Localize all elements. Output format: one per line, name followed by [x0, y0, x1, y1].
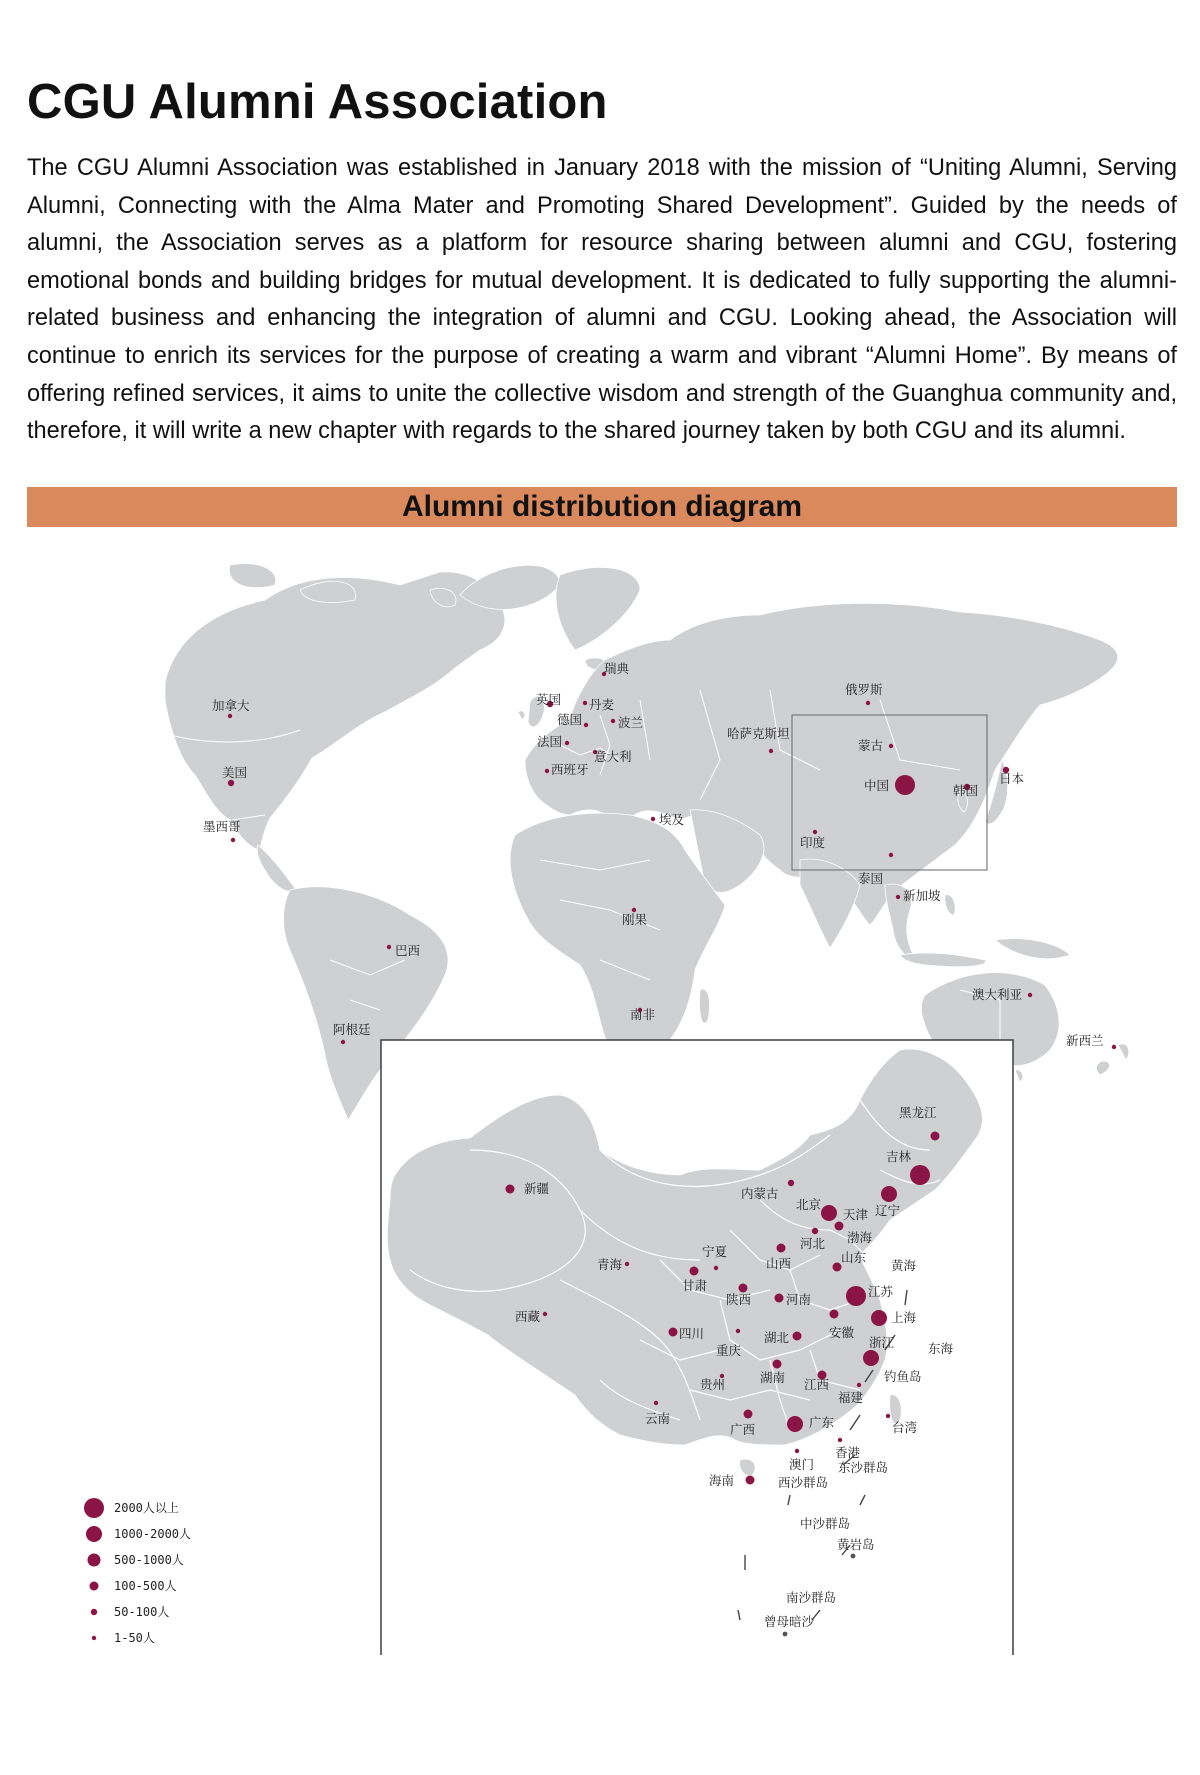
alumni-distribution-map	[0, 535, 1200, 1655]
intro-paragraph: The CGU Alumni Association was established in January 2018 with the mission of “Uniting Alumni, Serving Alumni, Connecting with the Alma Mater and Promoting Shared Development”. Guided by the needs of alumni, the Association serves as a platform for resource sharing between alumni and CGU, fostering emotional bonds and building bridges for mutual development. It is dedicated to fully supporting the alumni-related business and enhancing the integration of alumni and CGU. Looking ahead, the Association will continue to enrich its services for the purpose of creating a warm and vibrant “Alumni Home”. By means of offering refined services, it aims to unite the collective wisdom and strength of the Guanghua community and, therefore, it will write a new chapter with regards to the shared journey taken by both CGU and its alumni.	[27, 155, 1177, 445]
world-marker-label: 法国	[537, 734, 563, 749]
province-marker-label: 云南	[645, 1411, 671, 1426]
province-marker-label: 陕西	[726, 1292, 752, 1307]
province-marker	[838, 1438, 842, 1442]
province-marker	[886, 1414, 890, 1418]
world-marker-label: 波兰	[618, 715, 644, 730]
world-marker	[545, 769, 549, 773]
world-marker-label: 埃及	[659, 812, 685, 827]
world-marker-label: 蒙古	[858, 738, 884, 753]
province-marker	[543, 1312, 547, 1316]
province-marker	[881, 1186, 897, 1202]
world-marker-label: 德国	[557, 712, 583, 727]
legend-label: 500-1000人	[114, 1553, 184, 1567]
province-marker-label: 新疆	[524, 1181, 550, 1196]
world-marker-label: 西班牙	[551, 762, 589, 777]
legend-label: 2000人以上	[114, 1501, 179, 1515]
map-legend	[84, 1498, 191, 1645]
sea-label: 西沙群岛	[778, 1475, 829, 1490]
province-marker-label: 海南	[709, 1473, 735, 1488]
world-marker	[565, 741, 569, 745]
world-marker-label: 墨西哥	[203, 819, 241, 834]
sea-label: 中沙群岛	[800, 1516, 851, 1531]
world-marker-label: 刚果	[622, 912, 648, 927]
world-marker	[651, 817, 655, 821]
legend-swatch	[88, 1554, 101, 1567]
world-marker	[1112, 1045, 1116, 1049]
province-marker	[690, 1267, 699, 1276]
world-marker-label: 日本	[999, 771, 1025, 786]
world-marker-label: 泰国	[858, 871, 884, 886]
world-marker	[889, 744, 893, 748]
province-marker-label: 福建	[838, 1390, 864, 1405]
world-marker-label: 中国	[864, 778, 890, 793]
province-marker-label: 吉林	[886, 1149, 912, 1164]
province-marker-label: 辽宁	[875, 1203, 901, 1218]
province-marker-label: 安徽	[829, 1325, 855, 1340]
province-marker-label: 江苏	[868, 1284, 894, 1299]
section-banner: Alumni distribution diagram	[27, 487, 1177, 527]
province-marker-label: 四川	[679, 1326, 705, 1341]
province-marker	[863, 1350, 879, 1366]
world-marker	[231, 838, 235, 842]
province-marker	[506, 1185, 515, 1194]
world-marker-label: 澳大利亚	[972, 987, 1023, 1002]
province-marker	[857, 1383, 861, 1387]
legend-label: 100-500人	[114, 1579, 177, 1593]
sea-label: 黄岩岛	[837, 1537, 875, 1552]
world-marker-label: 哈萨克斯坦	[727, 726, 790, 741]
province-marker-label: 甘肃	[682, 1278, 708, 1293]
legend-swatch	[90, 1582, 99, 1591]
world-marker-label: 美国	[222, 765, 248, 780]
legend-label: 1-50人	[114, 1631, 155, 1645]
province-marker-label: 山东	[841, 1250, 867, 1265]
sea-label: 黄海	[891, 1258, 917, 1273]
world-marker	[866, 701, 870, 705]
province-marker	[931, 1132, 940, 1141]
province-marker-label: 河北	[800, 1236, 826, 1251]
province-marker	[793, 1332, 802, 1341]
province-marker	[625, 1262, 629, 1266]
world-marker-label: 南非	[630, 1007, 656, 1022]
province-marker-label: 广东	[809, 1415, 835, 1430]
province-marker-label: 青海	[597, 1257, 623, 1272]
province-marker	[910, 1165, 930, 1185]
province-marker-label: 宁夏	[702, 1244, 728, 1259]
world-marker-label: 加拿大	[212, 698, 250, 713]
province-marker-label: 湖南	[760, 1370, 786, 1385]
province-marker-label: 河南	[786, 1292, 812, 1307]
world-marker-label: 瑞典	[604, 661, 630, 676]
world-marker-label: 新加坡	[903, 888, 941, 903]
world-marker	[889, 853, 893, 857]
world-marker	[611, 719, 615, 723]
legend-swatch	[86, 1526, 102, 1542]
world-marker	[584, 723, 588, 727]
province-marker	[812, 1228, 818, 1234]
province-marker-label: 重庆	[716, 1343, 742, 1358]
province-marker	[736, 1329, 740, 1333]
province-marker-label: 西藏	[515, 1309, 541, 1324]
sea-label: 钓鱼岛	[884, 1369, 922, 1384]
legend-label: 50-100人	[114, 1605, 170, 1619]
province-marker-label: 香港	[835, 1445, 861, 1460]
legend-label: 1000-2000人	[114, 1527, 192, 1541]
province-marker-label: 澳门	[789, 1457, 815, 1472]
world-marker	[1028, 993, 1032, 997]
province-marker-label: 贵州	[700, 1377, 726, 1392]
province-marker-label: 广西	[730, 1422, 756, 1437]
sea-label: 南沙群岛	[786, 1590, 837, 1605]
sea-label: 渤海	[847, 1230, 873, 1245]
page-title: CGU Alumni Association	[27, 75, 608, 129]
world-marker	[228, 780, 234, 786]
province-marker	[821, 1205, 837, 1221]
province-marker	[744, 1410, 753, 1419]
world-marker-label: 韩国	[953, 783, 979, 798]
world-marker	[895, 775, 915, 795]
province-marker	[654, 1401, 658, 1405]
world-marker	[341, 1040, 345, 1044]
legend-swatch	[84, 1498, 104, 1518]
world-marker-label: 巴西	[395, 943, 421, 958]
sea-label: 东海	[928, 1341, 954, 1356]
sea-label: 曾母暗沙	[764, 1614, 815, 1629]
world-marker	[769, 749, 773, 753]
legend-swatch	[92, 1636, 96, 1640]
province-marker-label: 北京	[796, 1197, 822, 1212]
world-marker	[896, 895, 900, 899]
province-marker-label: 浙江	[869, 1335, 895, 1350]
province-marker	[746, 1476, 755, 1485]
world-marker	[387, 945, 391, 949]
province-marker	[787, 1416, 803, 1432]
world-marker	[583, 701, 587, 705]
province-marker-label: 内蒙古	[741, 1186, 779, 1201]
province-marker	[775, 1294, 784, 1303]
world-marker-label: 阿根廷	[333, 1022, 371, 1037]
province-marker	[846, 1286, 866, 1306]
world-marker-label: 新西兰	[1066, 1033, 1104, 1048]
legend-swatch	[91, 1609, 97, 1615]
world-marker-label: 英国	[536, 692, 562, 707]
island-dot	[783, 1632, 788, 1637]
province-marker-label: 山西	[766, 1256, 792, 1271]
world-marker-label: 印度	[800, 835, 826, 850]
province-marker	[795, 1449, 799, 1453]
world-marker	[228, 714, 232, 718]
province-marker-label: 台湾	[892, 1420, 918, 1435]
world-marker-label: 俄罗斯	[845, 682, 883, 697]
province-marker-label: 上海	[891, 1310, 917, 1325]
province-marker	[669, 1328, 678, 1337]
island-dot	[851, 1554, 856, 1559]
province-marker	[773, 1360, 782, 1369]
province-marker-label: 黑龙江	[899, 1105, 937, 1120]
province-marker	[714, 1266, 718, 1270]
world-landmass	[165, 564, 1129, 1120]
province-marker-label: 湖北	[764, 1330, 790, 1345]
province-marker	[830, 1310, 839, 1319]
world-marker	[813, 830, 817, 834]
province-marker	[835, 1222, 844, 1231]
province-marker-label: 江西	[804, 1377, 830, 1392]
world-marker-label: 意大利	[594, 749, 632, 764]
province-marker	[777, 1244, 786, 1253]
province-marker	[871, 1310, 887, 1326]
province-marker-label: 天津	[843, 1207, 869, 1222]
sea-label: 东沙群岛	[838, 1460, 889, 1475]
world-marker-label: 丹麦	[589, 697, 615, 712]
province-marker	[788, 1180, 794, 1186]
